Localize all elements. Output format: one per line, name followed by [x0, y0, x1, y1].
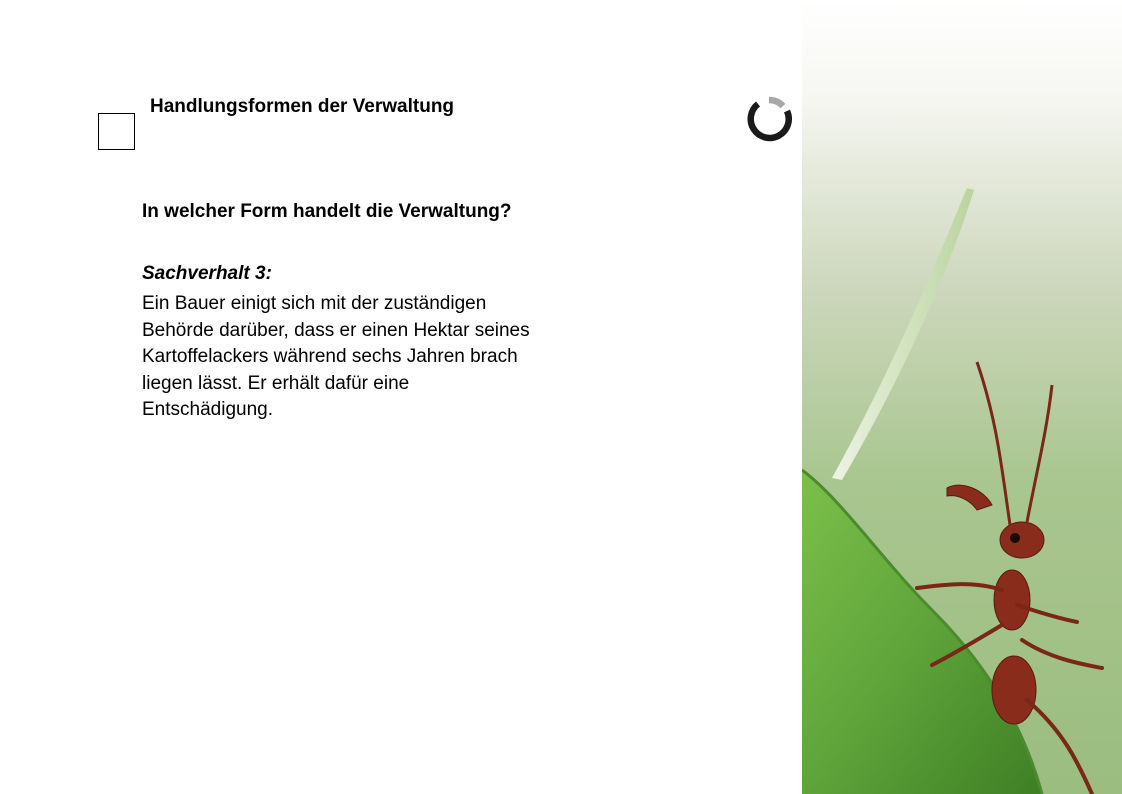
- slide-title: Handlungsformen der Verwaltung: [150, 96, 455, 117]
- ant-on-leaf-photo: [802, 0, 1122, 794]
- case-text-line: Entschädigung.: [142, 399, 273, 420]
- case-text-line: Kartoffelackers während sechs Jahren brach: [142, 346, 518, 367]
- circular-arrow-logo-icon: [740, 90, 798, 148]
- case-text-line: Behörde darüber, dass er einen Hektar seines: [142, 319, 530, 341]
- case-text-line: liegen lässt. Er erhält dafür eine: [142, 372, 410, 394]
- case-text-line: Ein Bauer einigt sich mit der zuständigen: [142, 293, 487, 314]
- case-label: Sachverhalt 3:: [142, 263, 272, 284]
- question-heading: In welcher Form handelt die Verwaltung?: [142, 201, 512, 222]
- checkbox[interactable]: [98, 113, 135, 150]
- case-description: [142, 291, 602, 424]
